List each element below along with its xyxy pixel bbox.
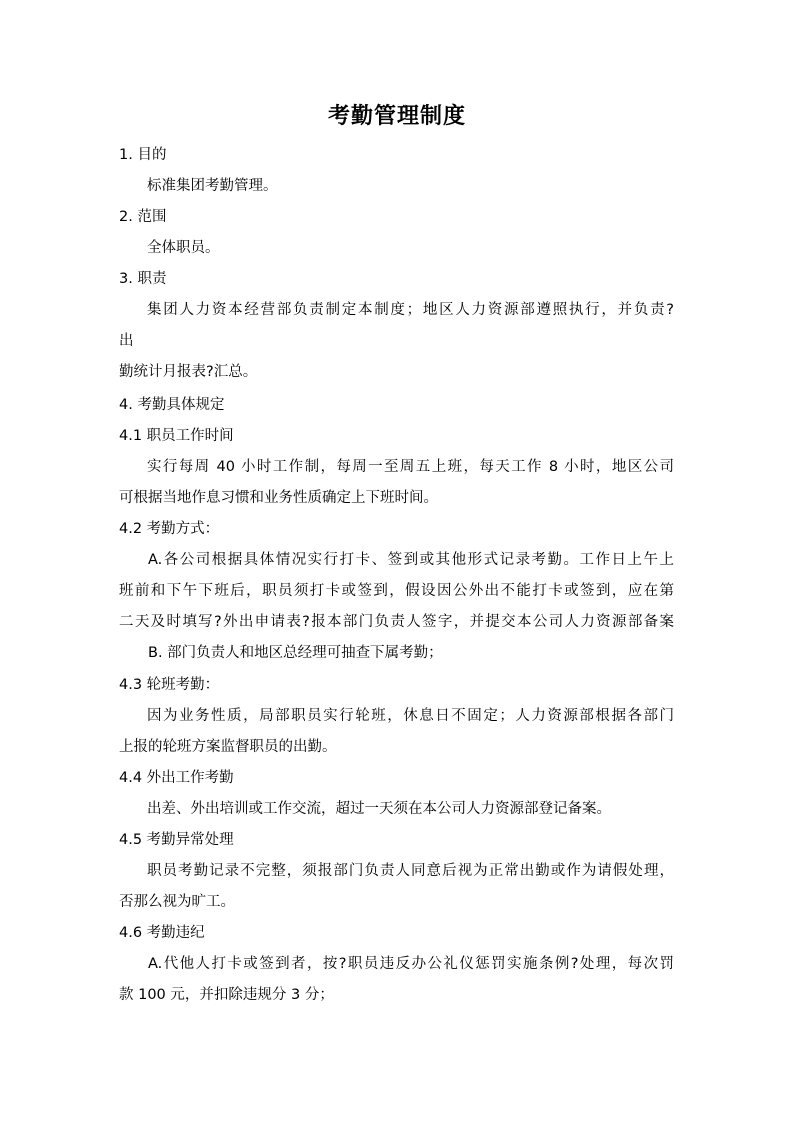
paragraph-4-5-line-2: 否那么视为旷工。 [119, 894, 235, 910]
paragraph-4-3-line-1: 因为业务性质，局部职员实行轮班，休息日不固定；人力资源部根据各部门 [147, 708, 674, 724]
subsection-heading-4-5: 4.5 考勤异常处理 [119, 832, 234, 848]
paragraph-purpose: 标准集团考勤管理。 [147, 178, 278, 194]
subsection-heading-4-1: 4.1 职员工作时间 [119, 428, 234, 444]
subsection-heading-4-2: 4.2 考勤方式： [119, 521, 220, 537]
paragraph-responsibility-line-2: 出 [119, 333, 134, 349]
document-title: 考勤管理制度 [327, 104, 466, 129]
paragraph-4-2-a-line-1: A.各公司根据具体情况实行打卡、签到或其他形式记录考勤。工作日上午上 [148, 552, 674, 568]
paragraph-4-2-a-line-3: 二天及时填写?外出申请表?报本部门负责人签字，并提交本公司人力资源部备案 [119, 614, 674, 630]
section-heading-responsibility: 3. 职责 [119, 271, 167, 287]
paragraph-4-5-line-1: 职员考勤记录不完整，须报部门负责人同意后视为正常出勤或作为请假处理， [147, 863, 674, 879]
paragraph-4-2-b: B. 部门负责人和地区总经理可抽查下属考勤； [148, 645, 443, 661]
subsection-heading-4-3: 4.3 轮班考勤： [119, 677, 220, 693]
paragraph-responsibility-line-1: 集团人力资本经营部负责制定本制度；地区人力资源部遵照执行，并负责? [147, 302, 674, 318]
paragraph-4-3-line-2: 上报的轮班方案监督职员的出勤。 [119, 739, 337, 755]
paragraph-4-1-line-2: 可根据当地作息习惯和业务性质确定上下班时间。 [119, 490, 438, 506]
subsection-heading-4-4: 4.4 外出工作考勤 [119, 770, 234, 786]
paragraph-4-2-a-line-2: 班前和下午下班后，职员须打卡或签到，假设因公外出不能打卡或签到，应在第 [119, 583, 674, 599]
section-heading-rules: 4. 考勤具体规定 [119, 397, 225, 413]
section-heading-purpose: 1. 目的 [119, 147, 167, 163]
subsection-heading-4-6: 4.6 考勤违纪 [119, 925, 205, 941]
paragraph-responsibility-line-3: 勤统计月报表?汇总。 [119, 364, 258, 380]
paragraph-4-6-a-line-2: 款 100 元，并扣除违规分 3 分； [119, 987, 334, 1003]
paragraph-4-1-line-1: 实行每周 40 小时工作制，每周一至周五上班，每天工作 8 小时，地区公司 [147, 459, 674, 475]
section-heading-scope: 2. 范围 [119, 209, 167, 225]
paragraph-4-4: 出差、外出培训或工作交流，超过一天须在本公司人力资源部登记备案。 [147, 801, 611, 817]
paragraph-scope: 全体职员。 [147, 240, 220, 256]
paragraph-4-6-a-line-1: A.代他人打卡或签到者，按?职员违反办公礼仪惩罚实施条例?处理，每次罚 [148, 956, 674, 972]
